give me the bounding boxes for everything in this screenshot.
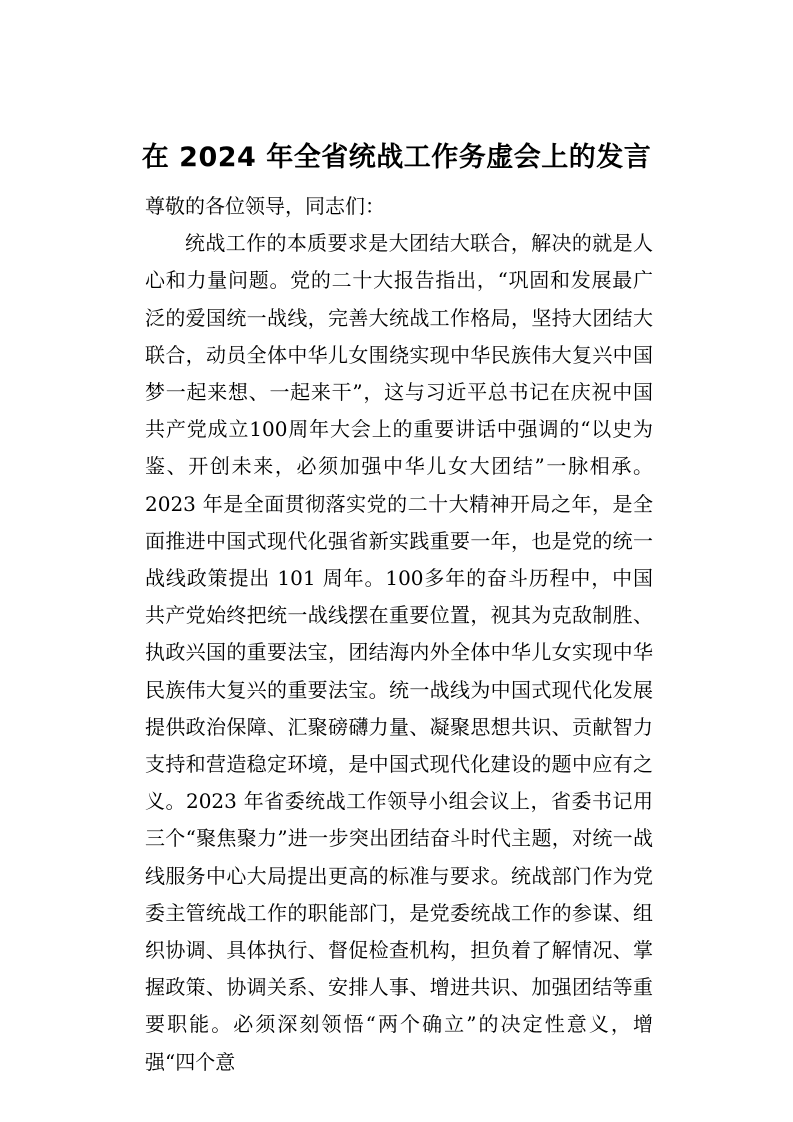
body-paragraph: 统战工作的本质要求是大团结大联合，解决的就是人心和力量问题。党的二十大报告指出，“巩固和发展最广泛的爱国统一战线，完善大统战工作格局，坚持大团结大联合，动员全体中华儿女围绕实现中华民族伟大复兴中国梦一起来想、一起来干”，这与习近平总书记在庆祝中国共产党成立100周年大会上的重要讲话中强调的“以史为鉴、开创未来，必须加强中华儿女大团结”一脉相承。2023 年是全面贯彻落实党的二十大精神开局之年，是全面推进中国式现代化强省新实践重要一年，也是党的统一战线政策提出 101 周年。100多年的奋斗历程中，中国共产党始终把统一战线摆在重要位置，视其为克敌制胜、执政兴国的重要法宝，团结海内外全体中华儿女实现中华民族伟大复兴的重要法宝。统一战线为中国式现代化发展提供政治保障、汇聚磅礴力量、凝聚思想共识、贡献智力支持和营造稳定环境，是中国式现代化建设的题中应有之义。2023 年省委统战工作领导小组会议上，省委书记用三个“聚焦聚力”进一步突出团结奋斗时代主题，对统一战线服务中心大局提出更高的标准与要求。统战部门作为党委主管统战工作的职能部门，是党委统战工作的参谋、组织协调、具体执行、督促检查机构，担负着了解情况、掌握政策、协调关系、安排人事、增进共识、加强团结等重要职能。必须深刻领悟“两个确立”的决定性意义，增强“四个意 xyxy=(145,231,653,1074)
salutation: 尊敬的各位领导，同志们： xyxy=(145,194,385,218)
document-body xyxy=(145,188,653,1081)
document-title: 在 2024 年全省统战工作务虚会上的发言 xyxy=(141,142,652,173)
